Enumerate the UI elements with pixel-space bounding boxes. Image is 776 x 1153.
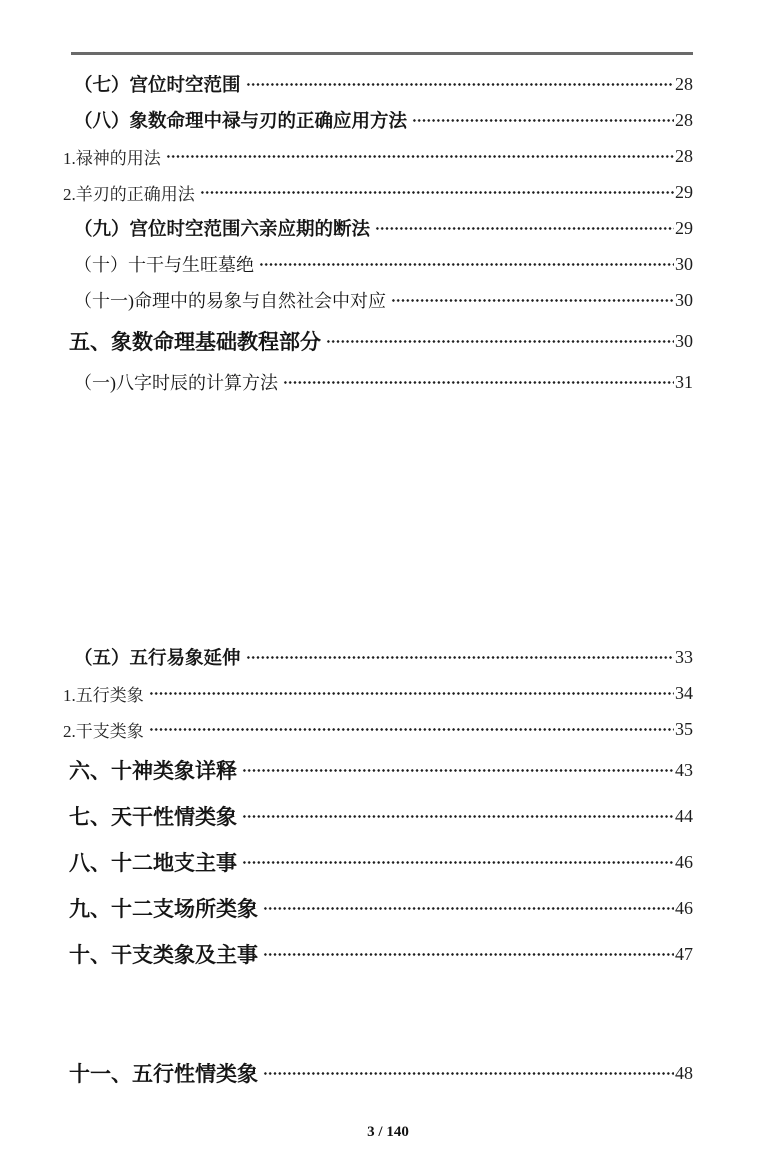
- toc-entry[interactable]: [63, 885, 693, 931]
- toc-entry-label: 五、象数命理基础教程部分: [69, 331, 321, 354]
- dot-leader: [242, 839, 674, 885]
- dot-leader: [263, 1050, 674, 1096]
- toc-entry-label: （五）五行易象延伸: [74, 647, 241, 668]
- toc-entry-label: 1.禄神的用法: [63, 148, 161, 168]
- toc-entry-page: 30: [675, 253, 693, 274]
- toc-entry-page: 34: [675, 682, 693, 703]
- toc-entry[interactable]: [63, 839, 693, 885]
- toc-entry-page: 46: [675, 851, 693, 872]
- dot-leader: [326, 318, 674, 364]
- toc-entry-page: 29: [675, 217, 693, 238]
- toc-entry-label: 2.干支类象: [63, 721, 144, 741]
- toc-entry-label: （七）宫位时空范围: [74, 74, 241, 95]
- toc-entry-page: 33: [675, 646, 693, 667]
- toc-entry-page: 46: [675, 897, 693, 918]
- dot-leader: [166, 138, 674, 174]
- toc-entry-label: （八）象数命理中禄与刃的正确应用方法: [74, 110, 408, 131]
- toc-entry-label: （九）宫位时空范围六亲应期的断法: [74, 218, 371, 239]
- toc-entry-page: 43: [675, 759, 693, 780]
- toc-entry-page: 29: [675, 181, 693, 202]
- toc-entry[interactable]: [63, 138, 693, 174]
- toc-entry-page: 28: [675, 109, 693, 130]
- toc-entry-label: 九、十二支场所类象: [69, 898, 258, 921]
- dot-leader: [391, 282, 674, 318]
- toc-entry[interactable]: [63, 246, 693, 282]
- toc-entry-label: 1.五行类象: [63, 685, 144, 705]
- toc-entry-label: 十、干支类象及主事: [69, 944, 258, 967]
- toc-entry-page: 30: [675, 289, 693, 310]
- toc-entry-label: 十一、五行性情类象: [69, 1063, 258, 1086]
- toc-entry[interactable]: [63, 174, 693, 210]
- header-rule: [71, 52, 693, 55]
- toc-entry-page: 47: [675, 943, 693, 964]
- toc-entry-label: 六、十神类象详释: [69, 760, 237, 783]
- dot-leader: [283, 364, 674, 400]
- toc-entry-page: 28: [675, 145, 693, 166]
- dot-leader: [246, 639, 674, 675]
- toc-entry-label: （一)八字时辰的计算方法: [74, 373, 278, 393]
- toc-entry-label: （十一)命理中的易象与自然社会中对应: [74, 291, 386, 311]
- toc-entry-label: 2.羊刃的正确用法: [63, 184, 195, 204]
- dot-leader: [242, 747, 674, 793]
- toc-entry-label: 七、天干性情类象: [69, 806, 237, 829]
- toc-entry[interactable]: [63, 364, 693, 400]
- toc-entry[interactable]: [63, 793, 693, 839]
- toc-entry[interactable]: [63, 102, 693, 138]
- toc-entry[interactable]: [63, 675, 693, 711]
- dot-leader: [375, 210, 674, 246]
- toc-entry[interactable]: [63, 747, 693, 793]
- dot-leader: [200, 174, 674, 210]
- dot-leader: [259, 246, 674, 282]
- toc-entry[interactable]: [63, 639, 693, 675]
- page-number-footer: 3 / 140: [367, 1124, 409, 1140]
- toc-entry[interactable]: [63, 931, 693, 977]
- toc-entry[interactable]: [63, 1050, 693, 1096]
- dot-leader: [412, 102, 674, 138]
- toc-entry[interactable]: [63, 66, 693, 102]
- dot-leader: [263, 885, 674, 931]
- toc-entry-label: 八、十二地支主事: [69, 852, 237, 875]
- toc-entry-page: 44: [675, 805, 693, 826]
- toc-entry-page: 35: [675, 718, 693, 739]
- dot-leader: [149, 675, 674, 711]
- content-gap: [63, 400, 693, 639]
- dot-leader: [242, 793, 674, 839]
- toc-entry[interactable]: [63, 318, 693, 364]
- dot-leader: [246, 66, 674, 102]
- toc-entry[interactable]: [63, 210, 693, 246]
- dot-leader: [149, 711, 674, 747]
- toc-entry-page: 30: [675, 330, 693, 351]
- toc-entry-page: 28: [675, 73, 693, 94]
- table-of-contents: [63, 66, 693, 1096]
- toc-entry-page: 31: [675, 371, 693, 392]
- toc-entry[interactable]: [63, 282, 693, 318]
- dot-leader: [263, 931, 674, 977]
- toc-entry[interactable]: [63, 711, 693, 747]
- toc-entry-page: 48: [675, 1062, 693, 1083]
- content-gap: [63, 977, 693, 1050]
- toc-entry-label: （十）十干与生旺墓绝: [74, 255, 254, 275]
